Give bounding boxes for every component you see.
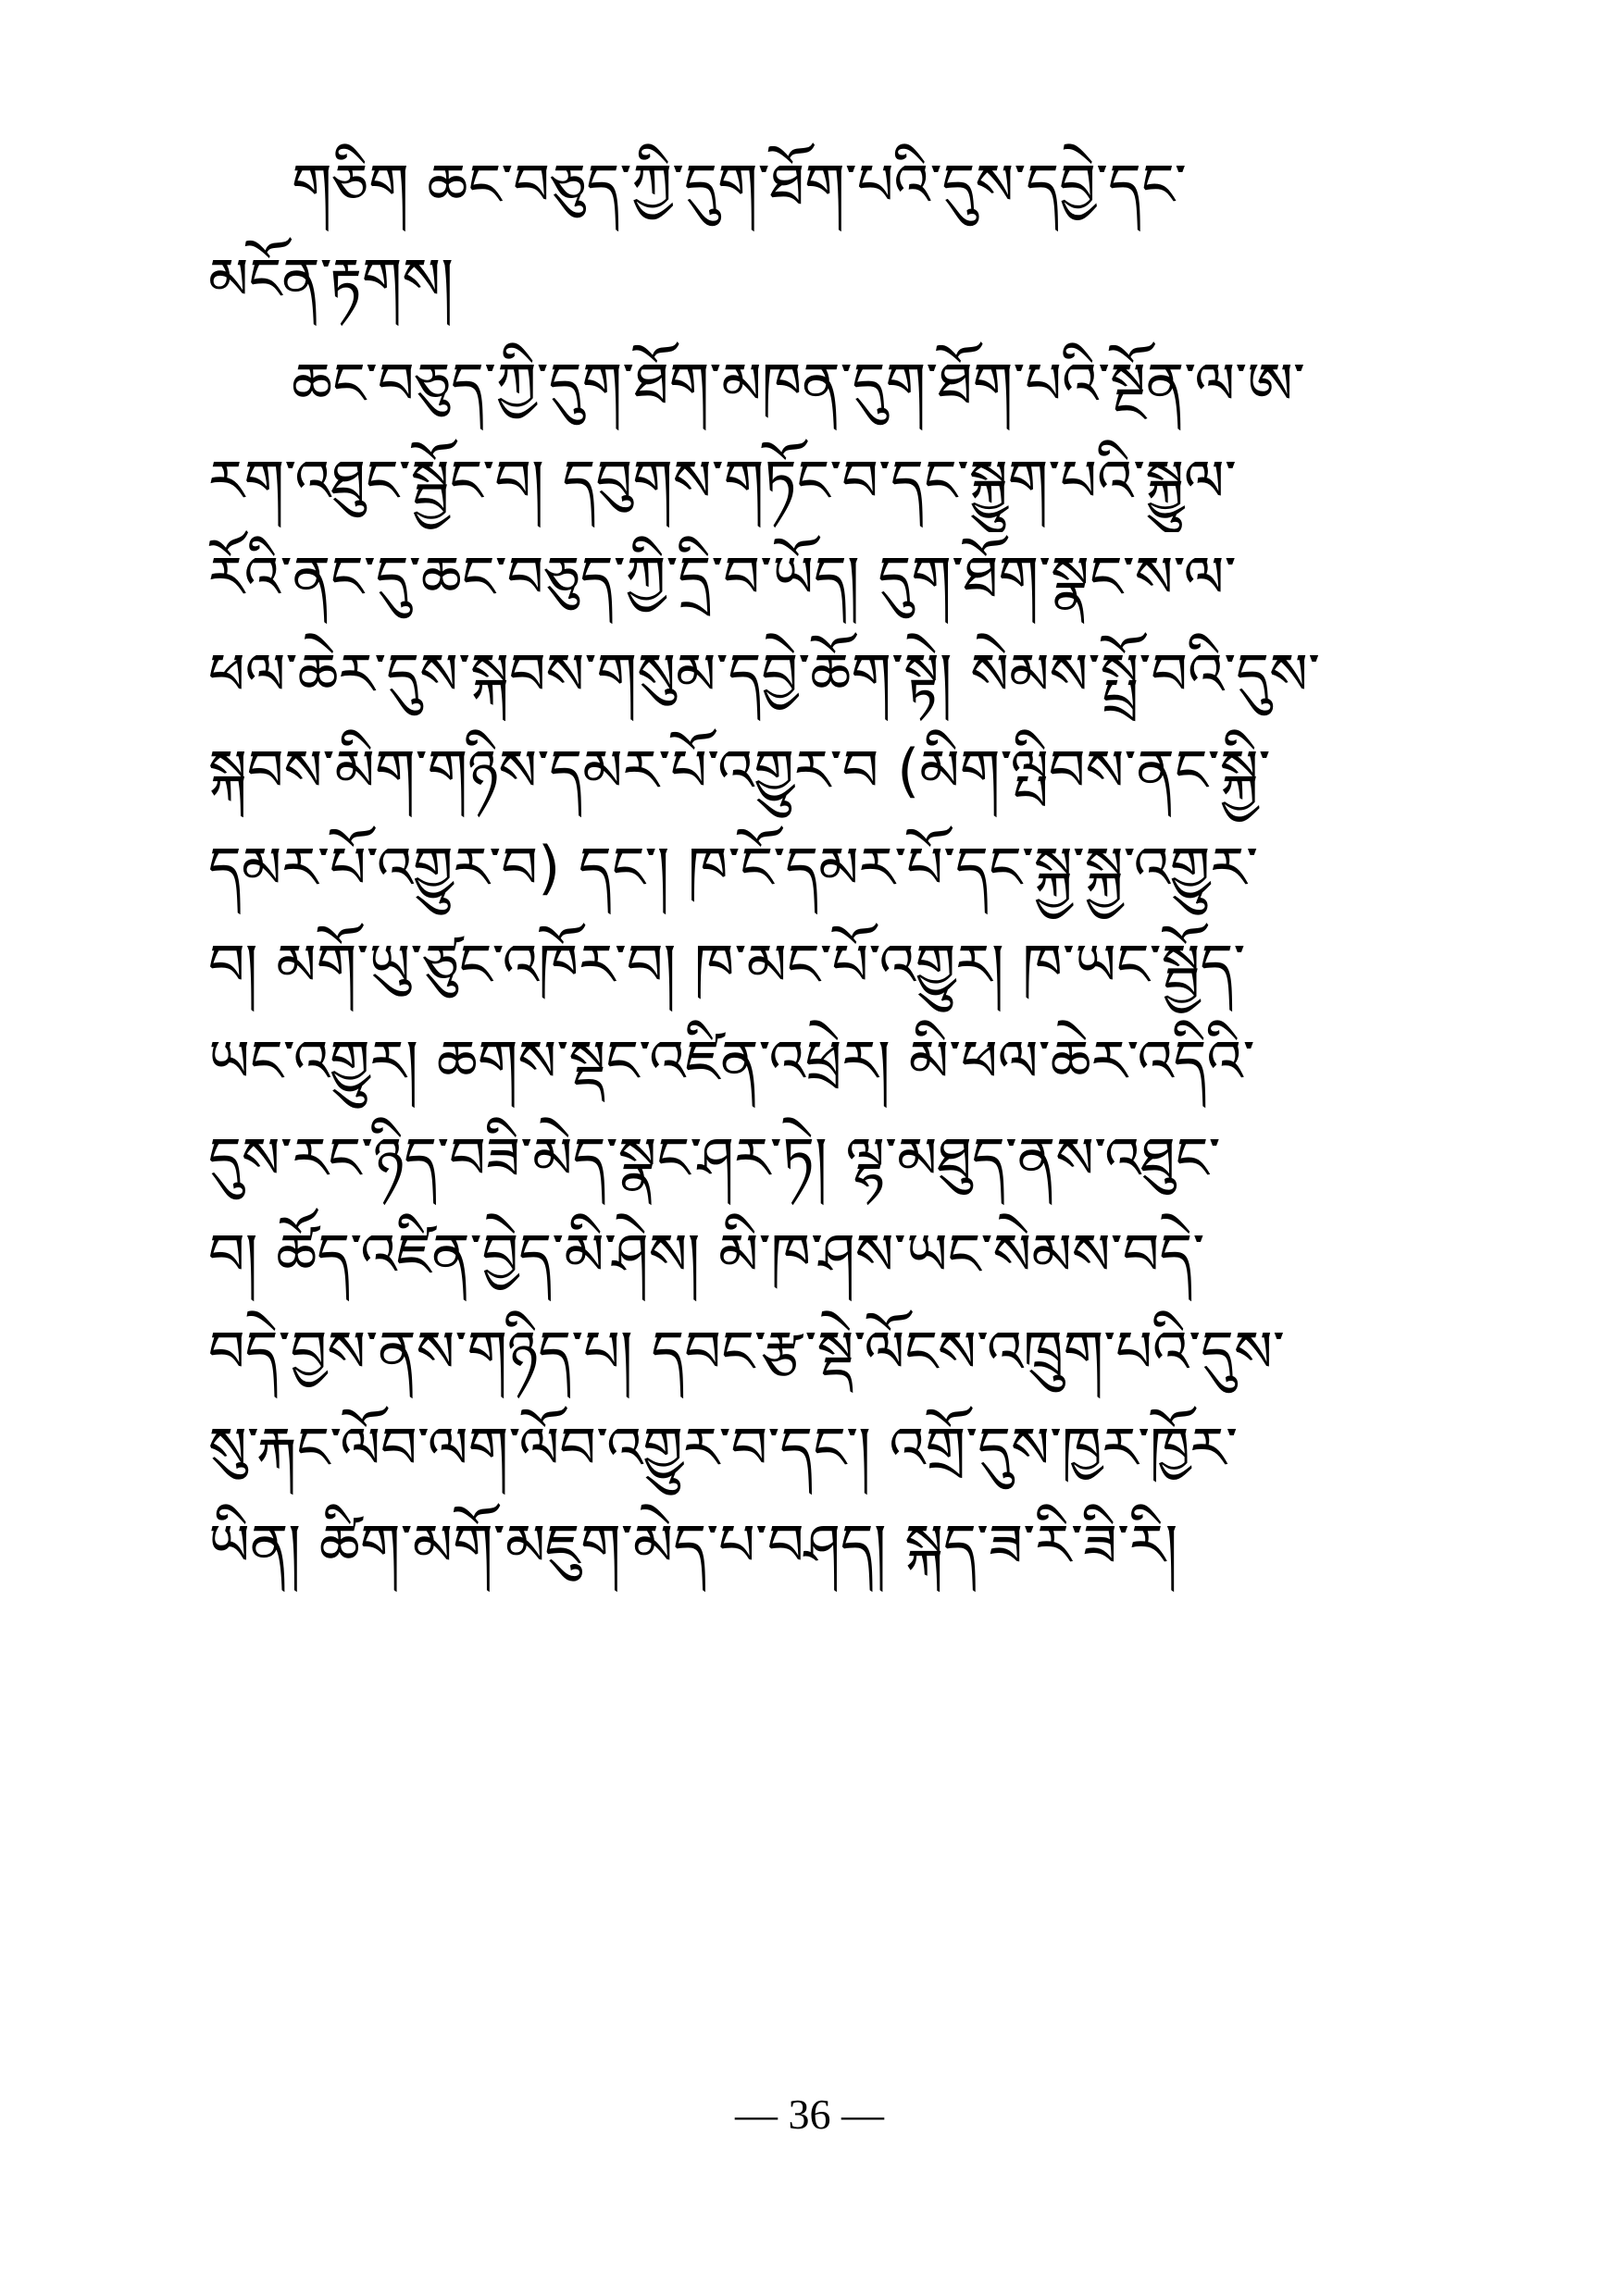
body-line: བ། མགོ་ཡུ་ཙུང་འཁོར་བ། ཁ་མང་པོ་འགྱུར། ཁ་ཡང་སྦྱོད་ bbox=[208, 931, 1246, 999]
section-heading-line-1: གཅིག ཆང་བཅུད་ཀྱི་དུག་ཐོག་པའི་དུས་དབྱེ་དང་ bbox=[292, 151, 1187, 218]
section-heading-line-2: མངོན་རྟགས། bbox=[208, 245, 455, 313]
body-line: ཕལ་ཆེར་དུས་སྐབས་གསུམ་དབྱེ་ཆོག་སྟེ། སེམས་སྤྲོ་བའི་དུས་ bbox=[208, 640, 1320, 708]
body-line: ཡང་འགྱུར། ཆགས་སྡང་འཛིན་འཕྲེར། མི་ཕལ་ཆེར་འདིའི་ bbox=[208, 1027, 1255, 1095]
body-line: ཆང་བཅུད་ཀྱི་དུག་ཐོག་མཁན་དུག་ཐོག་པའི་སྔོན་ལ་ཨ་ bbox=[292, 350, 1305, 417]
page-number: — 36 — bbox=[735, 2091, 884, 2138]
body-line: བདེ་བྱས་ནས་གཉིད་པ། དབང་རྩ་སྡེ་ལོངས་འཁྲུག་པའི་དུས་ bbox=[208, 1318, 1285, 1385]
body-line: དུས་རང་ཉིད་བཟི་མེད་སྣང་ཤར་ཏེ། ལྷ་མཐུད་ནས་འཐུང་ bbox=[208, 1124, 1221, 1192]
body-line: སུ་རྐང་ལོབ་ལག་ལོབ་འགྱུར་བ་དང་། འགྲོ་དུས་ཁྱར་ཁྱོར་ bbox=[208, 1414, 1239, 1482]
body-line: རག་འཐུང་སྦྱོང་བ། དབུགས་གཏོང་བ་དང་སྐྱུག་པའི་སྐྱུལ་ bbox=[208, 447, 1237, 515]
body-line: སྐབས་མིག་གཉིས་དམར་པོ་འགྱུར་བ (མིག་ལྤིབས་ནང་སྐྱི་ bbox=[208, 737, 1271, 804]
body-line: བ། ཚོད་འཛིན་བྱེད་མི་ཤེས། མི་ཁ་ཤས་ཡང་སེམས་བདེ་ bbox=[208, 1221, 1205, 1288]
body-line: ཡིན། ཚིག་མགོ་མཇུག་མེད་པ་བཤད། སྐད་ཟ་རི་ཟི་རི། bbox=[208, 1511, 1178, 1579]
body-line: རོའི་ནང་དུ་ཆང་བཅུད་ཀྱི་དྲི་བ་ཡོད། དུག་ཐོག་སྣང་ས་ལ་ bbox=[208, 543, 1237, 611]
body-line: དམར་པོ་འགྱུར་བ) དང་། ཁ་ངོ་དམར་པོ་དང་སྐྱ་སྐྱ་འགྱུར་ bbox=[208, 834, 1259, 901]
